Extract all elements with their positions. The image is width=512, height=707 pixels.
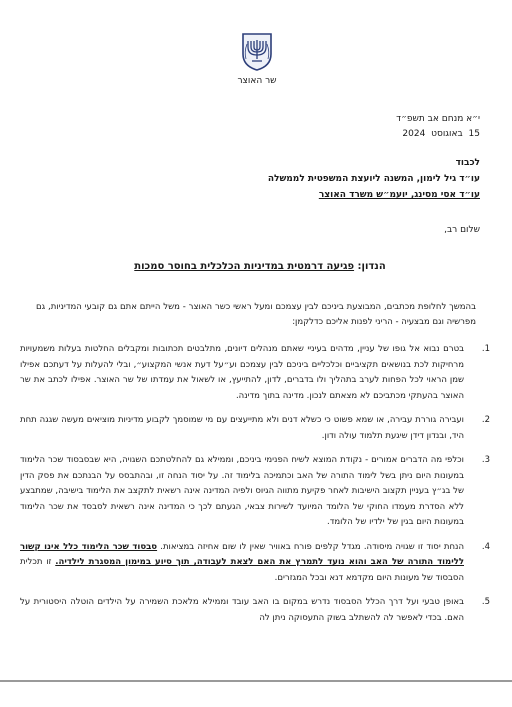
list-item bbox=[20, 453, 490, 531]
item-number: 3. bbox=[481, 455, 490, 465]
item-text: בטרם נבוא אל גופו של עניין, מדהים בעיניי שאתם מנהלים דיונים, מתלבטים תכתובות ומקבלים החלטות בעלות משמעויות מרחיקות לכת בנושאים תקציביים וכלכליים ביניכם לבין עצמכם וע״על דעת אנשי המקצוע״, ובלי להעלות על דעתכם אפילו שמן הראוי לכל הפחות לערב בתהליך ולו בדברים, לדון, להתייעץ, או לשאול את עמדתו של שר האוצר. אפילו לכתב את שר האוצר בהעתקי מכתביכם לא מצאתם לנכון. מדינה בתוך מדינה. bbox=[20, 344, 464, 401]
hebrew-date: י״א מנחם אב תשפ״ד bbox=[396, 114, 480, 124]
gregorian-date: 15 באוגוסט 2024 bbox=[402, 129, 480, 139]
item-text: וכלפי מה הדברים אמורים - נקודת המוצא לשיח הפנימי ביניכם, וממילא גם להחלטתכם השגויה, היא שבסבסוד שכר הלימוד במעונות היום ניתן בשל לימוד התורה של האב וכתמיכה בלימוד זה. על יסוד הנחה זו, ובהתבסס על הבנתכם את פסק הדין של בג״ץ בעניין תקצוב הישיבות לאחר פקיעת מתווה הגיוס ולפיה המדינה אינה רשאית לתקצב את הלימוד בישיבה, שמתבצע ללא הסדרת מעמדו החוקי של הלומד המיועד לשירות צבאי, הגעתם לכך כי המדינה אינה רשאית לסבסד את שכר הלימוד במעונות היום בגין של ילדיו של הלומד. bbox=[20, 455, 464, 527]
item-number: 1. bbox=[481, 344, 490, 354]
intro-paragraph: בהמשך לחלופת מכתבים, המבוצעת ביניכם לבין עצמכם ומעל ראשי כשר האוצר - משל הייתם אתם גם קובעי המדיניות, גם מפרשיה וגם מבצעיה - הריני לפנות אליכם כדלקמן: bbox=[36, 302, 476, 327]
list-item bbox=[20, 540, 490, 587]
subject-line bbox=[60, 261, 460, 272]
subject-text: פגיעה דרמטית במדיניות הכלכלית בחוסר סמכות bbox=[134, 261, 355, 272]
item-number: 4. bbox=[481, 541, 490, 552]
addressee-salutation: לכבוד bbox=[455, 158, 480, 168]
list-item bbox=[20, 342, 490, 404]
numbered-paragraphs bbox=[20, 342, 490, 635]
item-text: הנחת יסוד זו שגויה מיסודה. מגדל קלפים פורח באוויר שאין לו שום אחיזה במציאות. bbox=[160, 541, 464, 552]
item-text-tail: זו תכלית הסבסוד של מעונות היום מקדמא דנא ובכל המגזרים. bbox=[20, 557, 464, 583]
recipient-line-2: עו״ד אסי מסינג, יועמ״ש משרד האוצר bbox=[318, 190, 480, 200]
subject-prefix: הנדון: bbox=[357, 261, 386, 272]
item-text: באופן טבעי ועל דרך הכלל הסבסוד נדרש במקום בו האב עובד וממילא מלאכת השמירה על הילדים הוטלה היסטורית על האם. בכדי לאפשר לה להשתלב בשוק התעסוקה ניתן לה bbox=[20, 597, 464, 623]
list-item bbox=[20, 595, 490, 626]
item-number: 2. bbox=[481, 415, 490, 425]
item-text-emphasis: סבסוד שכר הלימוד כלל אינו קשור ללימוד התורה של האב והוא נועד לתמרץ את האם לצאת לעבודה, תוך סיוע במימון המסגרת לילדיה. bbox=[20, 541, 464, 567]
item-text: ועבירה גוררת עבירה, או שמא פשוט כי כשלא דנים ולא מתייעצים עם מי שמוסמך לקבוע מדיניות מוציאים מעשה שגגה תחת היד, ובנדון דידן שיגעת תלמוד עולה ודון. bbox=[20, 415, 464, 441]
recipient-line-1: עו״ד גיל לימון, המשנה ליועצת המשפטית לממשלה bbox=[267, 174, 480, 184]
page-bottom-edge bbox=[0, 680, 512, 682]
minister-title: שר האוצר bbox=[237, 76, 277, 86]
list-item bbox=[20, 413, 490, 444]
item-number: 5. bbox=[481, 597, 490, 607]
greeting: שלום רב, bbox=[444, 225, 480, 235]
menorah-emblem-icon bbox=[240, 32, 274, 72]
